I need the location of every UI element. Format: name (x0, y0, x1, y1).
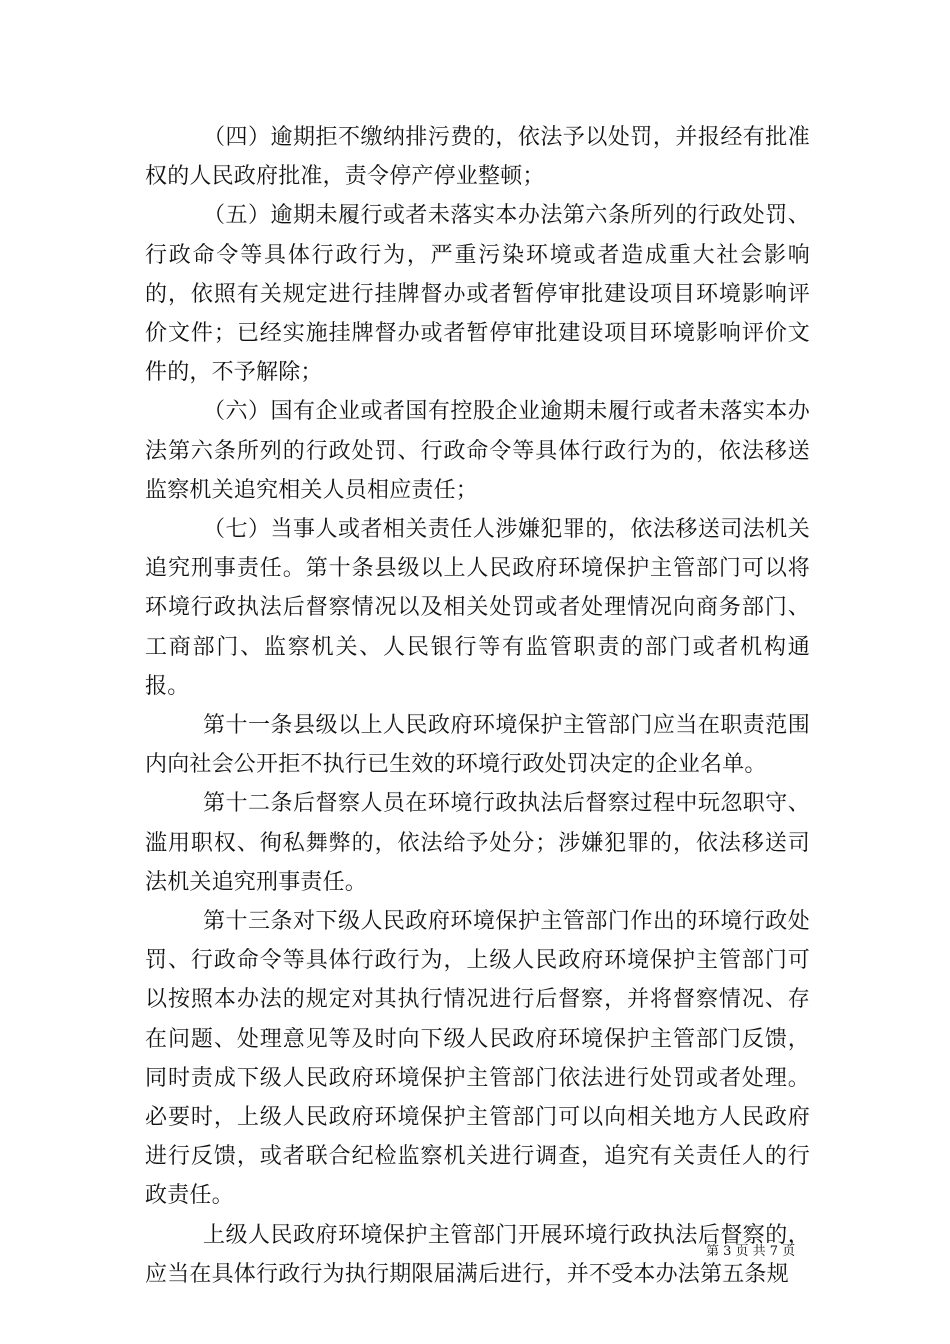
paragraph-article-11: 第十一条县级以上人民政府环境保护主管部门应当在职责范围内向社会公开拒不执行已生效的环境行政处罚决定的企业名单。 (145, 713, 810, 778)
paragraph-article-13: 第十三条对下级人民政府环境保护主管部门作出的环境行政处罚、行政命令等具体行政行为，上级人民政府环境保护主管部门可以按照本办法的规定对其执行情况进行后督察，并将督察情况、存在问题、处理意见等及时向下级人民政府环境保护主管部门反馈，同时责成下级人民政府环境保护主管部门依法进行处罚或者处理。必要时，上级人民政府环境保护主管部门可以向相关地方人民政府进行反馈，或者联合纪检监察机关进行调查，追究有关责任人的行政责任。 (145, 909, 810, 1209)
paragraph-item-6: （六）国有企业或者国有控股企业逾期未履行或者未落实本办法第六条所列的行政处罚、行政命令等具体行政行为的，依法移送监察机关追究相关人员相应责任； (145, 399, 810, 503)
document-body (145, 118, 810, 1294)
paragraph-supplementary: 上级人民政府环境保护主管部门开展环境行政执法后督察的，应当在具体行政行为执行期限届满后进行，并不受本办法第五条规 (145, 1222, 810, 1287)
paragraph-item-4: （四）逾期拒不缴纳排污费的，依法予以处罚，并报经有批准权的人民政府批准，责令停产停业整顿； (145, 125, 810, 190)
paragraph-item-7: （七）当事人或者相关责任人涉嫌犯罪的，依法移送司法机关追究刑事责任。第十条县级以上人民政府环境保护主管部门可以将环境行政执法后督察情况以及相关处罚或者处理情况向商务部门、工商部门、监察机关、人民银行等有监管职责的部门或者机构通报。 (145, 517, 810, 699)
paragraph-item-5: （五）逾期未履行或者未落实本办法第六条所列的行政处罚、行政命令等具体行政行为，严重污染环境或者造成重大社会影响的，依照有关规定进行挂牌督办或者暂停审批建设项目环境影响评价文件；已经实施挂牌督办或者暂停审批建设项目环境影响评价文件的，不予解除； (145, 203, 810, 386)
page-number: 第 3 页 共 7 页 (706, 1244, 796, 1259)
paragraph-article-12: 第十二条后督察人员在环境行政执法后督察过程中玩忽职守、滥用职权、徇私舞弊的，依法给予处分；涉嫌犯罪的，依法移送司法机关追究刑事责任。 (145, 791, 810, 895)
